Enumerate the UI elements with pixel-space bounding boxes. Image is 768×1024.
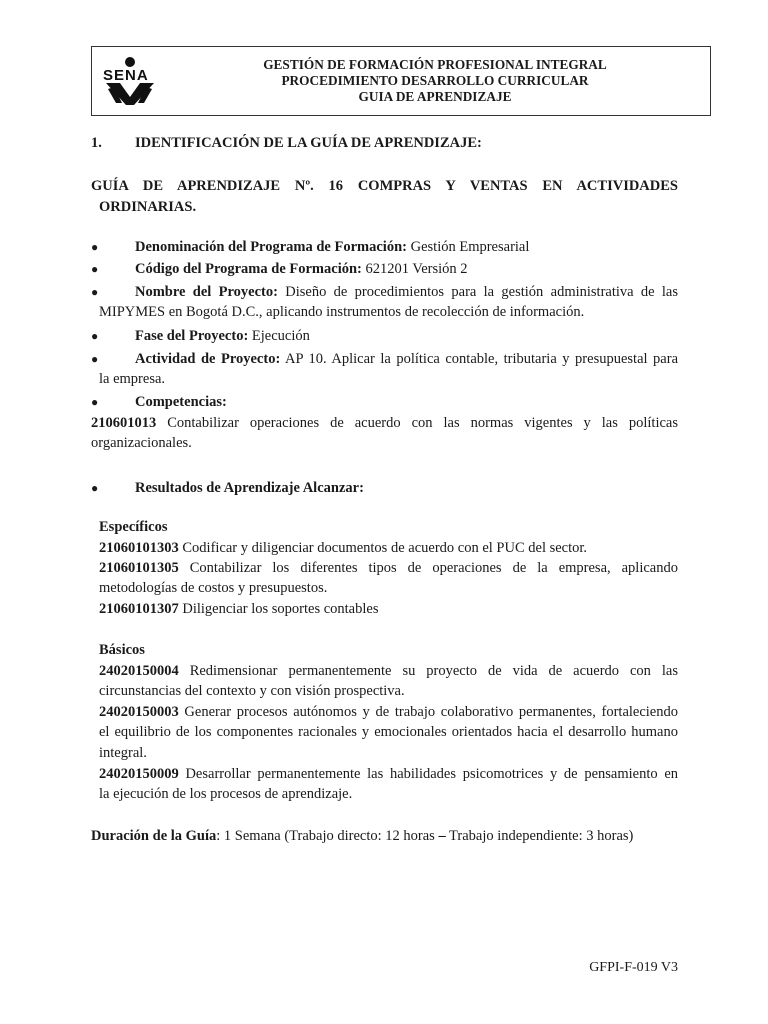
bullet-icon: ● bbox=[91, 240, 99, 254]
especifico-1-code: 21060101303 bbox=[99, 540, 179, 556]
especifico-2 bbox=[99, 558, 678, 579]
proyecto-label: Nombre del Proyecto: bbox=[135, 284, 278, 300]
header-titles bbox=[210, 47, 710, 115]
sena-logo bbox=[92, 47, 210, 115]
basico-3-code: 24020150009 bbox=[99, 766, 179, 782]
guia-title-line-2: ORDINARIAS. bbox=[99, 199, 197, 215]
competencia-line bbox=[91, 413, 678, 434]
actividad-continuation: la empresa. bbox=[99, 371, 166, 387]
fase-label: Fase del Proyecto: bbox=[135, 328, 249, 344]
basico-1 bbox=[99, 661, 678, 682]
footer-code: GFPI-F-019 V3 bbox=[589, 960, 678, 975]
section-title: IDENTIFICACIÓN DE LA GUÍA DE APRENDIZAJE: bbox=[135, 135, 482, 151]
codigo-value: 621201 Versión 2 bbox=[361, 261, 468, 277]
especifico-3-code: 21060101307 bbox=[99, 601, 179, 617]
duracion-label: Duración de la Guía bbox=[91, 828, 217, 844]
actividad-label: Actividad de Proyecto: bbox=[135, 351, 281, 367]
programa-value: Gestión Empresarial bbox=[406, 239, 530, 255]
guia-title bbox=[91, 176, 678, 218]
header-line-3: GUIA DE APRENDIZAJE bbox=[358, 89, 512, 104]
bullet-icon: ● bbox=[91, 329, 99, 343]
guia-title-line-1: GUÍA DE APRENDIZAJE Nº. 16 COMPRAS Y VENTAS EN ACTIVIDADES bbox=[91, 178, 678, 194]
competencia-code: 210601013 bbox=[91, 415, 157, 431]
basico-2-continuation-1: el equilibrio de los componentes racionales y emocionales orientados hacia el desarrollo humano bbox=[99, 724, 678, 740]
basicos-heading: Básicos bbox=[99, 642, 145, 658]
duracion-line bbox=[91, 826, 678, 847]
duracion-value: : 1 Semana (Trabajo directo: 12 horas bbox=[216, 828, 439, 844]
especifico-3-text: Diligenciar los soportes contables bbox=[178, 601, 379, 617]
basico-3 bbox=[99, 764, 678, 785]
basico-2-text: Generar procesos autónomos y de trabajo colaborativo permanentes, fortaleciendo bbox=[178, 704, 678, 720]
proyecto-continuation: MIPYMES en Bogotá D.C., aplicando instrumentos de recolección de información. bbox=[99, 304, 585, 320]
especifico-2-code: 21060101305 bbox=[99, 560, 179, 576]
bullet-icon: ● bbox=[91, 285, 99, 299]
especifico-3 bbox=[99, 599, 678, 620]
especifico-1-text: Codificar y diligenciar documentos de acuerdo con el PUC del sector. bbox=[178, 540, 588, 556]
bullet-icon: ● bbox=[91, 395, 99, 409]
basico-2-continuation-2: integral. bbox=[99, 745, 147, 761]
actividad-item bbox=[135, 349, 678, 370]
duracion-value-2: Trabajo independiente: 3 horas) bbox=[445, 828, 634, 844]
section-number: 1. bbox=[91, 135, 102, 151]
programa-label: Denominación del Programa de Formación: bbox=[135, 239, 407, 255]
especifico-2-continuation: metodologías de costos y presupuestos. bbox=[99, 580, 328, 596]
actividad-value: AP 10. Aplicar la política contable, tributaria y presupuestal para bbox=[280, 351, 679, 367]
basico-1-text: Redimensionar permanentemente su proyecto de vida de acuerdo con las bbox=[178, 663, 678, 679]
basico-3-text: Desarrollar permanentemente las habilidades psicomotrices y de pensamiento en bbox=[178, 766, 678, 782]
basico-3-continuation: la ejecución de los procesos de aprendizaje. bbox=[99, 786, 353, 802]
bullet-icon: ● bbox=[91, 352, 99, 366]
bullet-icon: ● bbox=[91, 481, 99, 495]
competencia-continuation: organizacionales. bbox=[91, 435, 192, 451]
sena-logo-icon bbox=[100, 53, 180, 111]
header-line-1: GESTIÓN DE FORMACIÓN PROFESIONAL INTEGRAL bbox=[263, 57, 607, 72]
header-line-2: PROCEDIMIENTO DESARROLLO CURRICULAR bbox=[281, 73, 589, 88]
basico-2 bbox=[99, 702, 678, 723]
fase-value: Ejecución bbox=[248, 328, 310, 344]
especifico-2-text: Contabilizar los diferentes tipos de operaciones de la empresa, aplicando bbox=[178, 560, 678, 576]
basico-1-code: 24020150004 bbox=[99, 663, 179, 679]
codigo-item bbox=[135, 259, 678, 280]
codigo-label: Código del Programa de Formación: bbox=[135, 261, 362, 277]
resultados-label: Resultados de Aprendizaje Alcanzar: bbox=[135, 480, 364, 496]
fase-item bbox=[135, 326, 678, 347]
basico-2-code: 24020150003 bbox=[99, 704, 179, 720]
especifico-1 bbox=[99, 538, 678, 559]
bullet-icon: ● bbox=[91, 262, 99, 276]
svg-text:SENA: SENA bbox=[103, 67, 149, 84]
duracion-dash: – bbox=[438, 828, 446, 844]
competencia-text: Contabilizar operaciones de acuerdo con las normas vigentes y las políticas bbox=[156, 415, 678, 431]
basico-1-continuation: circunstancias del contexto y con visión prospectiva. bbox=[99, 683, 405, 699]
competencias-label: Competencias: bbox=[135, 394, 227, 410]
especificos-heading: Específicos bbox=[99, 519, 168, 535]
proyecto-value: Diseño de procedimientos para la gestión administrativa de las bbox=[277, 284, 679, 300]
programa-item bbox=[135, 237, 678, 258]
document-header bbox=[91, 46, 711, 116]
proyecto-item bbox=[135, 282, 678, 303]
